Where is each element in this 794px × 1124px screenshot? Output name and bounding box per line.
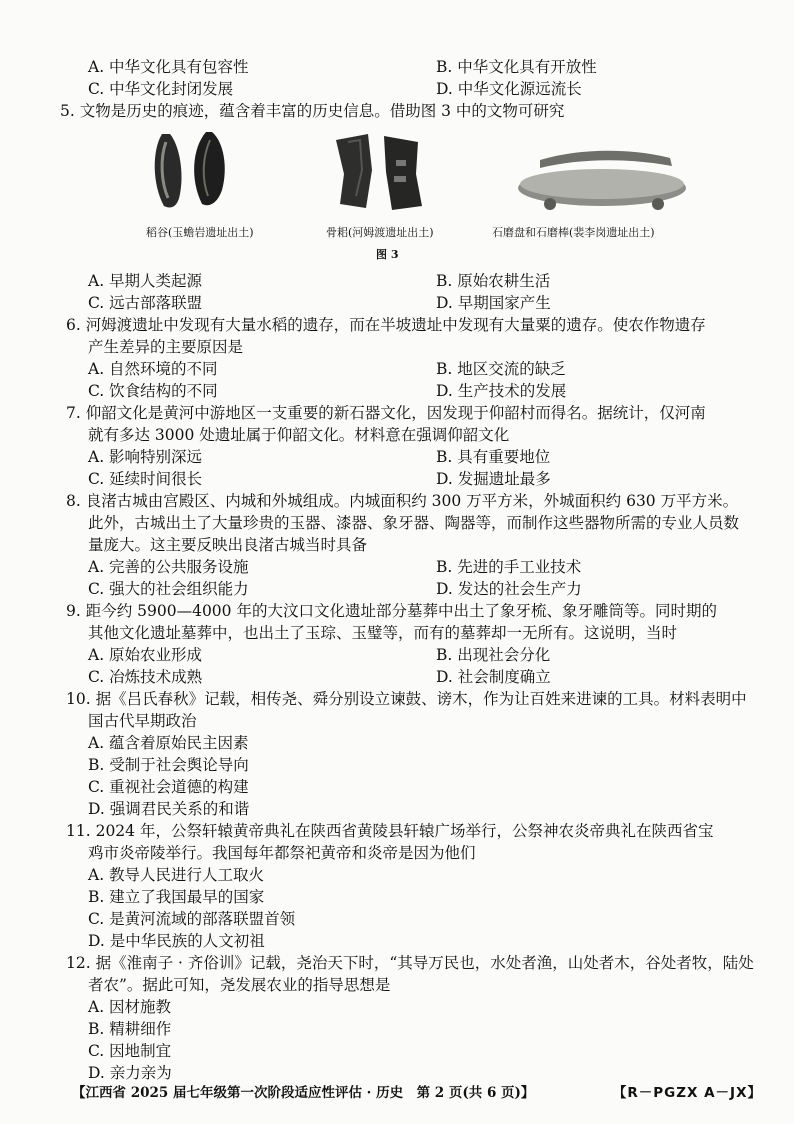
q5-stem: 5. 文物是历史的痕迹，蕴含着丰富的历史信息。借助图 3 中的文物可研究 xyxy=(60,102,565,120)
q8-option-d[interactable]: D. 发达的社会生产力 xyxy=(436,580,582,598)
q4-option-b[interactable]: B. 中华文化具有开放性 xyxy=(436,58,597,76)
q9-option-d[interactable]: D. 社会制度确立 xyxy=(436,668,551,686)
q12-option-d[interactable]: D. 亲力亲为 xyxy=(88,1064,172,1082)
q10-option-b[interactable]: B. 受制于社会舆论导向 xyxy=(88,756,249,774)
caption-rice: 稻谷(玉蟾岩遗址出土) xyxy=(146,226,254,239)
q7-option-c[interactable]: C. 延续时间很长 xyxy=(88,470,203,488)
q11-option-d[interactable]: D. 是中华民族的人文初祖 xyxy=(88,932,265,950)
q9-stem-line1: 9. 距今约 5900—4000 年的大汶口文化遗址部分墓葬中出土了象牙梳、象牙雕筒等。同时期的 xyxy=(66,602,717,620)
q4-option-a[interactable]: A. 中华文化具有包容性 xyxy=(88,58,249,76)
q5-option-d[interactable]: D. 早期国家产生 xyxy=(436,294,551,312)
q5-option-a[interactable]: A. 早期人类起源 xyxy=(88,272,203,290)
footer-exam-info: 【江西省 2025 届七年级第一次阶段适应性评估 · 历史 第 2 页(共 6 页)】 xyxy=(72,1085,535,1101)
q11-option-b[interactable]: B. 建立了我国最早的国家 xyxy=(88,888,265,906)
q7-option-d[interactable]: D. 发掘遗址最多 xyxy=(436,470,551,488)
q8-stem-line2: 此外，古城出土了大量珍贵的玉器、漆器、象牙器、陶器等，而制作这些器物所需的专业人员数 xyxy=(88,514,740,532)
q9-option-a[interactable]: A. 原始农业形成 xyxy=(88,646,203,664)
q7-stem-line1: 7. 仰韶文化是黄河中游地区一支重要的新石器文化，因发现于仰韶村而得名。据统计，仅河南 xyxy=(66,404,706,422)
q11-stem-line2: 鸡市炎帝陵举行。我国每年都祭祀黄帝和炎帝是因为他们 xyxy=(88,844,476,862)
q8-option-b[interactable]: B. 先进的手工业技术 xyxy=(436,558,582,576)
q7-stem-line2: 就有多达 3000 处遗址属于仰韶文化。材料意在强调仰韶文化 xyxy=(88,426,510,444)
footer-code: 【R－PGZX A－JX】 xyxy=(612,1085,762,1101)
q8-option-a[interactable]: A. 完善的公共服务设施 xyxy=(88,558,249,576)
q10-stem-line1: 10. 据《吕氏春秋》记载，相传尧、舜分别设立谏鼓、谤木，作为让百姓来进谏的工具。材料表明中 xyxy=(66,690,747,708)
q11-option-c[interactable]: C. 是黄河流域的部落联盟首领 xyxy=(88,910,296,928)
q11-stem-line1: 11. 2024 年，公祭轩辕黄帝典礼在陕西省黄陵县轩辕广场举行，公祭神农炎帝典礼在陕西省宝 xyxy=(66,822,714,840)
caption-bone-plough: 骨耜(河姆渡遗址出土) xyxy=(326,226,434,239)
figure-3 xyxy=(100,128,720,261)
q4-option-c[interactable]: C. 中华文化封闭发展 xyxy=(88,80,234,98)
q9-stem-line2: 其他文化遗址墓葬中，也出土了玉琮、玉璧等，而有的墓葬却一无所有。这说明，当时 xyxy=(88,624,678,642)
bone-plough-image xyxy=(330,130,430,214)
q6-option-c[interactable]: C. 饮食结构的不同 xyxy=(88,382,218,400)
q6-stem-line2: 产生差异的主要原因是 xyxy=(88,338,244,356)
q10-option-d[interactable]: D. 强调君民关系的和谐 xyxy=(88,800,250,818)
q9-option-c[interactable]: C. 冶炼技术成熟 xyxy=(88,668,203,686)
q12-option-b[interactable]: B. 精耕细作 xyxy=(88,1020,172,1038)
q5-option-b[interactable]: B. 原始农耕生活 xyxy=(436,272,551,290)
caption-grinding-stone: 石磨盘和石磨棒(裴李岗遗址出土) xyxy=(492,226,655,239)
q10-option-c[interactable]: C. 重视社会道德的构建 xyxy=(88,778,249,796)
q7-option-b[interactable]: B. 具有重要地位 xyxy=(436,448,551,466)
q9-option-b[interactable]: B. 出现社会分化 xyxy=(436,646,551,664)
rice-grain-image xyxy=(148,128,234,212)
q10-option-a[interactable]: A. 蕴含着原始民主因素 xyxy=(88,734,249,752)
q8-stem-line1: 8. 良渚古城由宫殿区、内城和外城组成。内城面积约 300 万平方米，外城面积约 630 万平方米。 xyxy=(66,492,739,510)
q7-option-a[interactable]: A. 影响特别深远 xyxy=(88,448,203,466)
figure-label: 图 3 xyxy=(376,248,399,261)
q6-option-a[interactable]: A. 自然环境的不同 xyxy=(88,360,218,378)
q11-option-a[interactable]: A. 教导人民进行人工取火 xyxy=(88,866,265,884)
q6-option-b[interactable]: B. 地区交流的缺乏 xyxy=(436,360,566,378)
q12-stem-line2: 者农”。据此可知，尧发展农业的指导思想是 xyxy=(88,976,391,994)
q8-stem-line3: 量庞大。这主要反映出良渚古城当时具备 xyxy=(88,536,368,554)
q12-option-c[interactable]: C. 因地制宜 xyxy=(88,1042,172,1060)
q5-option-c[interactable]: C. 远古部落联盟 xyxy=(88,294,203,312)
q6-option-d[interactable]: D. 生产技术的发展 xyxy=(436,382,567,400)
q8-option-c[interactable]: C. 强大的社会组织能力 xyxy=(88,580,249,598)
q10-stem-line2: 国古代早期政治 xyxy=(88,712,197,730)
q12-option-a[interactable]: A. 因材施教 xyxy=(88,998,172,1016)
grinding-stone-image xyxy=(510,138,690,218)
q4-option-d[interactable]: D. 中华文化源远流长 xyxy=(436,80,582,98)
q6-stem-line1: 6. 河姆渡遗址中发现有大量水稻的遗存，而在半坡遗址中发现有大量粟的遗存。使农作物遗存 xyxy=(66,316,706,334)
q12-stem-line1: 12. 据《淮南子 · 齐俗训》记载，尧治天下时，“其导万民也，水处者渔，山处者木，谷处者牧，陆处 xyxy=(66,954,754,972)
